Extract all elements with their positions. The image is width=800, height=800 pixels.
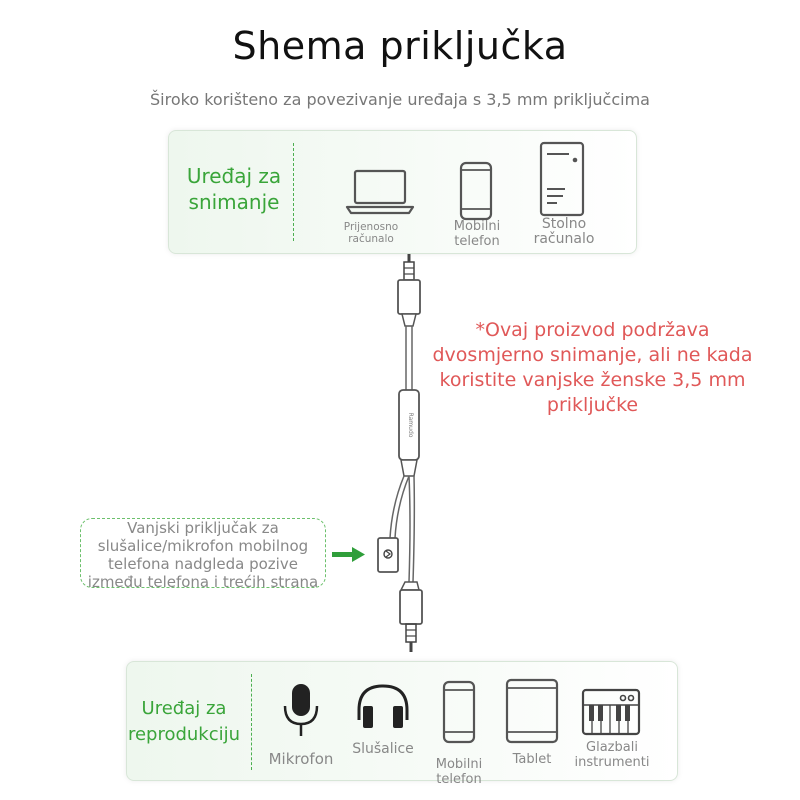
smartphone-icon [459, 161, 493, 221]
bidirectional-recording-note: *Ovaj proizvod podržava dvosmjerno snimanje, ali ne kada koristite vanjske ženske 3,5 mm priključke [432, 319, 753, 416]
panel-divider [293, 143, 295, 241]
device-label-headphones: Slušalice [352, 741, 414, 757]
recording-devices-panel [168, 130, 637, 254]
headphones-icon [353, 682, 413, 730]
playback-devices-panel [126, 661, 678, 787]
cable-diagram [360, 250, 440, 660]
arrow-right-icon [332, 546, 366, 562]
playback-panel-label: Uređaj za reprodukciju [127, 698, 241, 745]
device-label-desktop: Stolno računalo [533, 216, 595, 247]
device-label-mobile-phone: Mobilni telefon [435, 757, 483, 787]
tablet-icon [505, 678, 559, 744]
panel-divider [251, 674, 253, 770]
device-label-instruments: Glazbali instrumenti [574, 740, 650, 770]
smartphone-icon [442, 680, 476, 744]
laptop-icon [343, 167, 417, 217]
desktop-tower-icon [539, 141, 585, 217]
recording-panel-label: Uređaj za snimanje [186, 164, 282, 214]
cable-brand-label: Ramudo [407, 412, 414, 438]
device-label-microphone: Mikrofon [268, 750, 334, 768]
external-jack-note: Vanjski priključak za slušalice/mikrofon mobilnog telefona nadgleda pozive između telefona i trećih strana [80, 518, 326, 588]
keyboard-instrument-icon [581, 688, 641, 736]
device-label-tablet: Tablet [512, 752, 552, 767]
device-label-mobile-phone: Mobilni telefon [453, 219, 501, 249]
device-label-laptop: Prijenosno računalo [343, 221, 399, 245]
page-title: Shema priključka [232, 24, 568, 68]
microphone-icon [279, 682, 323, 738]
page-subtitle: Široko korišteno za povezivanje uređaja s 3,5 mm priključcima [150, 90, 650, 109]
